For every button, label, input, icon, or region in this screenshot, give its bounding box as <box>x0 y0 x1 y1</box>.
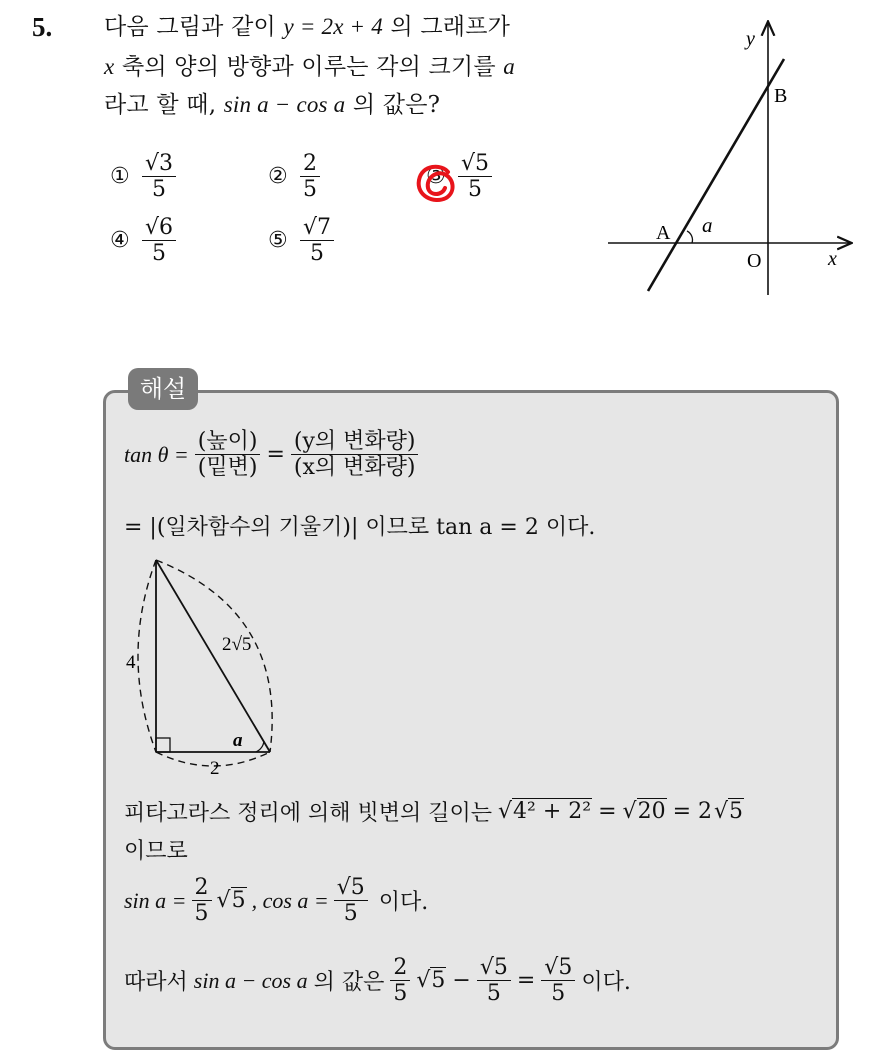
choice-marker: ④ <box>110 228 130 254</box>
question-angle: a <box>503 54 515 79</box>
right-triangle-diagram <box>118 552 288 782</box>
choice-fraction: $\frac{√7}{5}$ <box>300 216 334 265</box>
origin-label: O <box>747 250 762 272</box>
choice-marker: ⑤ <box>268 228 288 254</box>
choice-fraction: $\frac{√3}{5}$ <box>142 152 176 201</box>
change-fraction: $\frac{\text{(y의 변화량)}}{\text{(x의 변화량)}}$ <box>291 430 419 479</box>
sin-cos-line: sin a = $\frac{2}{5}$ √5 , cos a = $\frac{√5}{5}$ 이다. <box>124 875 429 927</box>
choice-marker: ③ <box>426 164 446 190</box>
x-axis-label: x <box>828 248 837 270</box>
question-line-2 <box>104 52 515 82</box>
question-equation: y = 2x + 4 <box>283 14 383 39</box>
angle-label: a <box>702 213 713 237</box>
choice-5[interactable] <box>268 216 334 265</box>
question-number: 5. <box>32 12 53 42</box>
question-text: 다음 그림과 같이 <box>104 14 276 40</box>
slope-statement: = |(일차함수의 기울기)| 이므로 tan a = 2 이다. <box>124 515 596 540</box>
graph-line <box>648 59 784 291</box>
y-axis-label: y <box>746 28 755 50</box>
question-variable: x <box>104 54 115 79</box>
pythagoras-line: 피타고라스 정리에 의해 빗변의 길이는 √4² + 2² = √20 = 2 √5 <box>124 799 744 826</box>
selection-circle-icon <box>412 160 460 208</box>
pythagoras-tail: 이므로 <box>124 839 188 864</box>
angle-arc <box>687 231 692 243</box>
question-expression: sin a − cos a <box>223 92 346 117</box>
tangent-equation: tan θ = $\frac{\text{(높이)}}{\text{(밑변)}}$ = $\frac{\text{(y의 변화량)}}{\text{(x의 변화량)}}$ <box>124 430 418 479</box>
question-line-3 <box>104 90 440 120</box>
choice-marker: ① <box>110 164 130 190</box>
question-text: 의 값은? <box>352 92 441 118</box>
hypotenuse-label: 2√5 <box>222 634 252 655</box>
choice-fraction: $\frac{2}{5}$ <box>300 152 320 201</box>
point-a-label: A <box>656 222 671 244</box>
question-line-1 <box>104 12 510 42</box>
question-text: 축의 양의 방향과 이루는 각의 크기를 <box>121 54 496 80</box>
final-answer-line: 따라서 sin a − cos a 의 값은 $\frac{2}{5}$ √5 − $\frac{√5}{5}$ = $\frac{√5}{5}$ 이다. <box>124 955 631 1007</box>
choice-fraction: $\frac{√6}{5}$ <box>142 216 176 265</box>
side-horizontal-label: 2 <box>210 758 220 779</box>
line-graph <box>600 15 860 305</box>
angle-a-label: a <box>233 730 243 751</box>
point-b-label: B <box>774 85 788 107</box>
choice-1[interactable] <box>110 152 176 201</box>
question-text: 의 그래프가 <box>390 14 511 40</box>
choice-2[interactable] <box>268 152 320 201</box>
choice-4[interactable] <box>110 216 176 265</box>
solution-tag: 해설 <box>128 368 198 410</box>
choice-marker: ② <box>268 164 288 190</box>
side-vertical-label: 4 <box>126 652 136 673</box>
question-text: 라고 할 때, <box>104 92 217 118</box>
height-base-fraction: $\frac{\text{(높이)}}{\text{(밑변)}}$ <box>195 430 261 479</box>
choice-fraction: $\frac{√5}{5}$ <box>458 152 492 201</box>
